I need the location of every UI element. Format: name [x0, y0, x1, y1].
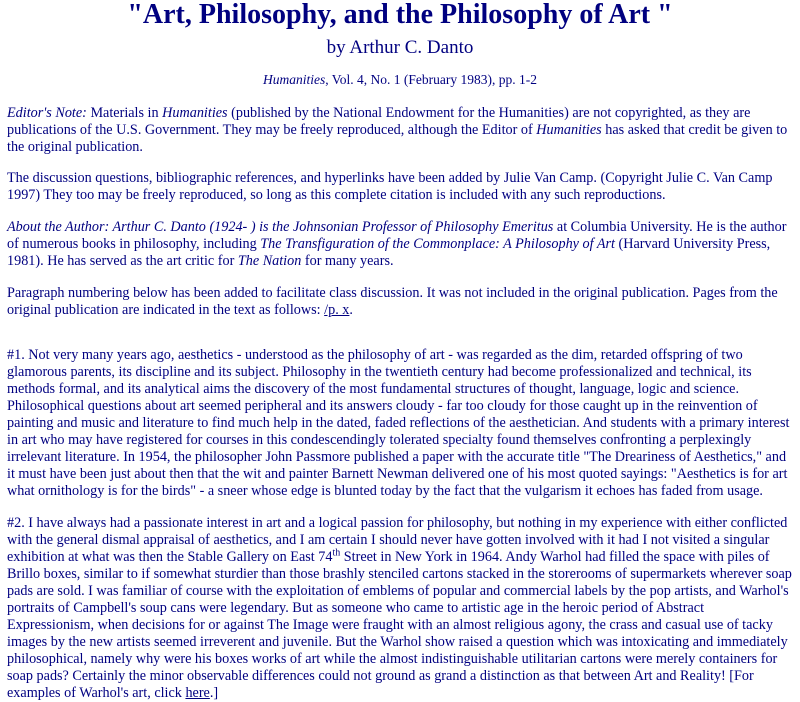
- journal-name: Humanities: [162, 105, 228, 121]
- book-title: The Transfiguration of the Commonplace: A Philosophy of Art: [260, 236, 615, 252]
- editors-note-text: has asked that credit be given to the original publication.: [7, 122, 788, 155]
- paragraph-note-end: .: [349, 302, 353, 318]
- citation-details: , Vol. 4, No. 1 (February 1983), pp. 1-2: [325, 72, 537, 87]
- editors-note: [7, 105, 793, 156]
- paragraph-note-text: Paragraph numbering below has been added to facilitate class discussion. It was not included in the original publication. Pages from the original publication are indicated in the text as follows:: [7, 285, 778, 318]
- paragraph-2-end: .]: [209, 685, 219, 701]
- about-author-text: for many years.: [301, 253, 394, 269]
- journal-name: Humanities: [536, 122, 602, 138]
- publication-citation: [7, 71, 793, 88]
- warhol-examples-link[interactable]: here: [185, 685, 210, 701]
- paragraph-2-text: Street in New York in 1964. Andy Warhol had filled the space with piles of Brillo boxes, similar to if somewhat sturdier than those brashly stenciled cartons stacked in the storerooms of supermarkets wherever soap pads are sold. I was familiar of course with the exploitation of emblems of popular and commercial labels by the pop artists, and Warhol's portraits of Campbell's soup cans were legendary. But as someone who came to artistic age in the heroic period of Abstract Expressionism, when decisions for or against The Image were fraught with an almost religious agony, the crass and casual use of tacky images by the new artists seemed irreverent and juvenile. But the Warhol show raised a question which was intoxicating and immediately philosophical, namely why were his boxes works of art while the almost indistinguishable utilitarian cartons were merely containers for soap pads? Certainly the minor observable differences could not ground as grand a distinction as that between Art and Reality! [For examples of Warhol's art, click: [7, 549, 792, 701]
- about-author-text: at Columbia University. He is the author of numerous books in philosophy, including: [7, 219, 787, 252]
- paragraph-1: #1. Not very many years ago, aesthetics - understood as the philosophy of art - was regarded as the dim, retarded offspring of two glamorous parents, its discipline and its subject. Philosophy in the twentieth century had become professionalized and technical, its methods formal, and its analytical aims the discovery of the most fundamental structures of thought, language, logic and science. Philosophical questions about art seemed peripheral and its answers cloudy - far too cloudy for those caught up in the reinvention of painting and music and literature to find much help in the dated, faded reflections of the aesthetician. And students with a primary interest in art who may have registered for courses in this condescendingly tolerated specialty found themselves confronting a perplexingly irrelevant literature. In 1954, the philosopher John Passmore published a paper with the accurate title "The Dreariness of Aesthetics," and it must have been just about then that the wit and painter Barnett Newman delivered one of his most quoted sayings: "Aesthetics is for art what ornithology is for the birds" - a sneer whose edge is blunted today by the fact that the vulgarism it echoes has faded from usage.: [7, 347, 790, 499]
- magazine-title: The Nation: [237, 253, 302, 269]
- paragraph-numbering-note: [7, 285, 793, 319]
- paragraph-2-text: #2. I have always had a passionate interest in art and a logical passion for philosophy, but nothing in my experience with either conflicted with the general dismal appraisal of aesthetics, and I am certain I should never have gotten involved with it had I not visited a singular exhibition at what was then the Stable Gallery on East 74: [7, 515, 788, 565]
- journal-name: Humanities: [263, 72, 326, 87]
- about-author-lead: About the Author: Arthur C. Danto (1924- ) is the Johnsonian Professor of Philosophy Emeritus: [7, 219, 554, 235]
- ordinal-suffix: th: [332, 547, 341, 559]
- article-title: "Art, Philosophy, and the Philosophy of Art ": [127, 0, 673, 30]
- editors-note-text: (published by the National Endowment for the Humanities) are not copyrighted, as they are publications of the U.S. Government. They may be freely reproduced, although the Editor of: [7, 105, 751, 138]
- editors-note-label: Editor's Note:: [7, 105, 87, 121]
- author-byline: by Arthur C. Danto: [326, 37, 474, 58]
- about-author-text: (Harvard University Press, 1981). He has served as the art critic for: [7, 236, 771, 269]
- paragraph-2: [7, 515, 793, 702]
- editors-note-text: Materials in: [86, 105, 163, 121]
- page-marker-link[interactable]: /p. x: [324, 302, 350, 318]
- about-author: [7, 219, 793, 270]
- discussion-note: The discussion questions, bibliographic references, and hyperlinks have been added by Julie Van Camp. (Copyright Julie C. Van Camp 1997) They too may be freely reproduced, so long as this complete citation is included with any such reproductions.: [7, 170, 773, 203]
